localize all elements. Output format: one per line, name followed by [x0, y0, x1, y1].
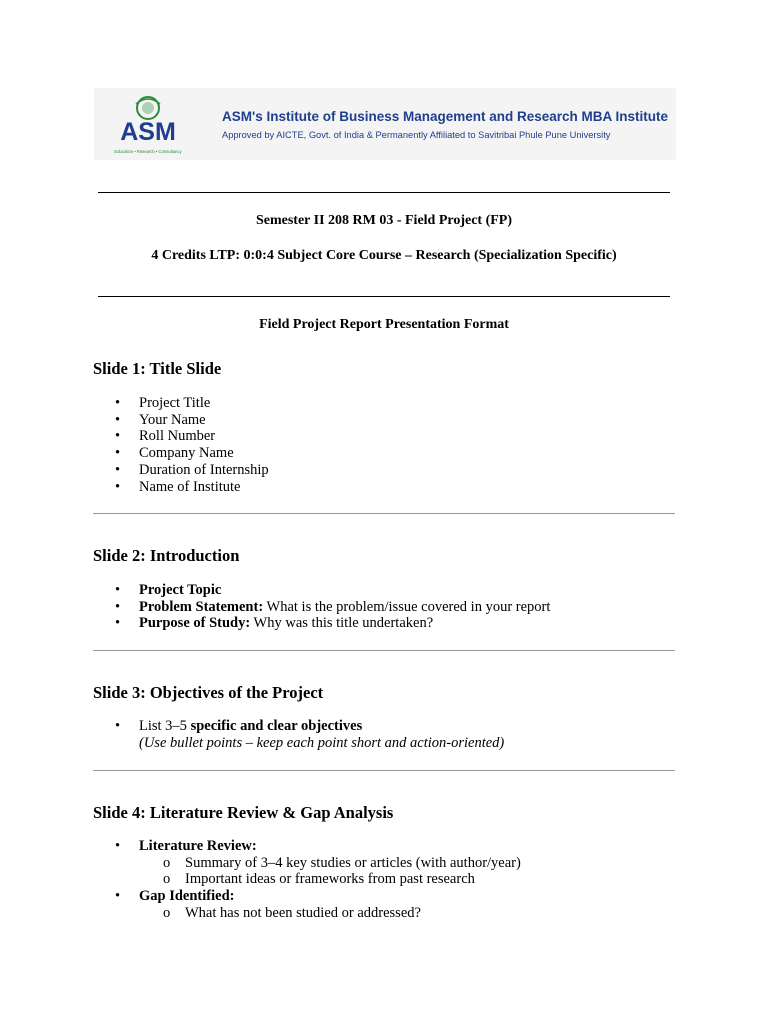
bullet-icon: o — [163, 854, 171, 871]
institute-header — [94, 88, 676, 160]
list-item — [115, 838, 521, 888]
sub-list-item — [139, 855, 521, 872]
bullet-icon: • — [115, 615, 121, 632]
slide-1-title: Slide 1: Title Slide — [93, 359, 222, 378]
divider — [93, 770, 675, 771]
divider — [93, 650, 675, 651]
item-text: Name of Institute — [139, 478, 241, 495]
list-item — [115, 599, 550, 616]
item-text: Why was this title undertaken? — [250, 615, 434, 632]
bullet-icon: • — [115, 428, 121, 445]
bullet-icon: • — [115, 395, 121, 411]
list-item — [115, 445, 269, 462]
bullet-icon: o — [163, 904, 171, 921]
list-item — [115, 582, 550, 599]
course-line-1: Semester II 208 RM 03 - Field Project (FP) — [255, 213, 513, 228]
item-text: Project Title — [139, 395, 211, 411]
item-label: Purpose of Study: — [139, 615, 251, 632]
course-line-2: 4 Credits LTP: 0:0:4 Subject Core Course – Research (Specialization Specific) — [151, 248, 617, 263]
bullet-icon: • — [115, 838, 121, 854]
item-text: Roll Number — [139, 428, 216, 445]
list-item — [115, 412, 269, 429]
sub-list-item — [139, 871, 521, 888]
format-title: Field Project Report Presentation Format — [259, 317, 509, 332]
list-item — [115, 462, 269, 479]
item-text: Duration of Internship — [139, 461, 269, 478]
sub-item-text: Important ideas or frameworks from past research — [185, 871, 475, 888]
bullet-icon: • — [115, 478, 121, 495]
divider — [93, 513, 675, 514]
item-label: Project Topic — [139, 582, 222, 598]
objective-note: (Use bullet points – keep each point short and action-oriented) — [139, 734, 505, 751]
list-item — [115, 718, 504, 751]
lit-review-sublist — [139, 855, 521, 888]
slide-1-list — [115, 395, 269, 495]
bullet-icon: • — [115, 598, 121, 615]
slide-3-title: Slide 3: Objectives of the Project — [93, 683, 324, 702]
bullet-icon: • — [115, 582, 121, 598]
item-bold: specific and clear objectives — [190, 718, 363, 734]
bullet-icon: • — [115, 461, 121, 478]
bullet-icon: • — [115, 445, 121, 462]
bullet-icon: • — [115, 411, 121, 428]
item-text: Your Name — [139, 411, 206, 428]
divider — [98, 192, 670, 193]
divider — [98, 296, 670, 297]
list-item — [115, 479, 269, 496]
sub-list-item — [139, 905, 521, 922]
item-label: Problem Statement: — [139, 598, 264, 615]
slide-3-list — [115, 718, 504, 751]
list-item — [115, 428, 269, 445]
institute-approval: Approved by AICTE, Govt. of India & Permanently Affiliated to Savitribai Phule Pune University — [222, 130, 611, 140]
list-item — [115, 615, 550, 632]
gap-sublist — [139, 905, 521, 922]
institute-name: ASM's Institute of Business Management and Research MBA Institute — [222, 109, 669, 124]
sub-item-text: Summary of 3–4 key studies or articles (with author/year) — [185, 854, 521, 871]
logo-caption: Education • Research • Consultancy — [114, 149, 182, 154]
list-item — [115, 395, 269, 412]
bullet-icon: • — [115, 718, 121, 734]
list-item — [115, 888, 521, 921]
item-text: List 3–5 — [139, 718, 191, 734]
logo-text: ASM — [120, 118, 176, 146]
bullet-icon: o — [163, 871, 171, 888]
item-text: What is the problem/issue covered in your report — [263, 598, 551, 615]
asm-logo — [106, 92, 190, 158]
lit-review-label: Literature Review: — [139, 838, 257, 854]
bullet-icon: • — [115, 888, 121, 905]
sub-item-text: What has not been studied or addressed? — [185, 904, 421, 921]
item-text: Company Name — [139, 445, 234, 462]
slide-4-title: Slide 4: Literature Review & Gap Analysis — [93, 803, 394, 822]
slide-2-list — [115, 582, 550, 632]
slide-2-title: Slide 2: Introduction — [93, 546, 240, 565]
slide-4-list — [115, 838, 521, 922]
gap-label: Gap Identified: — [139, 888, 235, 905]
